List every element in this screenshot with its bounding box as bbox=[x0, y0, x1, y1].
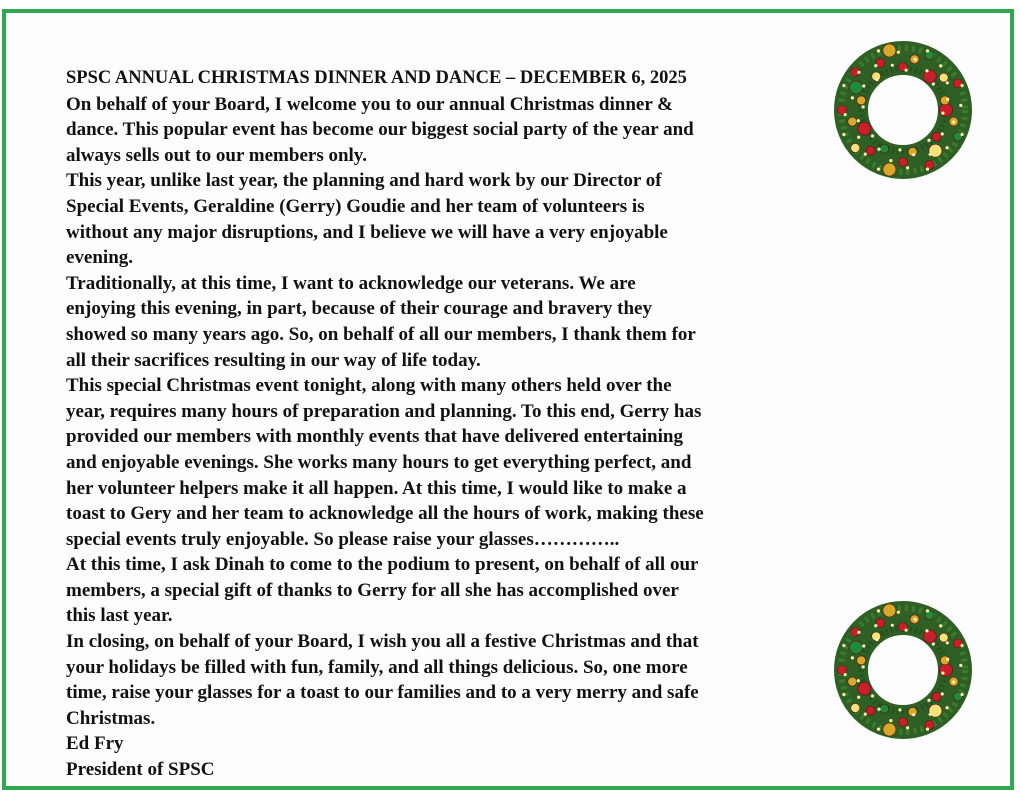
text-line: and enjoyable evenings. She works many hours to get everything perfect, and bbox=[66, 451, 692, 473]
text-line: without any major disruptions, and I believe we will have a very enjoyable bbox=[66, 221, 668, 243]
letter-body bbox=[66, 66, 806, 783]
text-line: At this time, I ask Dinah to come to the podium to present, on behalf of all our bbox=[66, 554, 699, 576]
text-line: Traditionally, at this time, I want to acknowledge our veterans. We are bbox=[66, 272, 636, 294]
text-line: In closing, on behalf of your Board, I wish you all a festive Christmas and that bbox=[66, 631, 699, 653]
signature-name: Ed Fry bbox=[66, 733, 124, 755]
letter-title: SPSC ANNUAL CHRISTMAS DINNER AND DANCE – DECEMBER 6, 2025 bbox=[66, 68, 687, 88]
text-line: Christmas. bbox=[66, 707, 156, 729]
text-line: This year, unlike last year, the planning and hard work by our Director of bbox=[66, 170, 662, 192]
wreath-top-icon bbox=[827, 28, 979, 188]
text-line: this last year. bbox=[66, 605, 173, 627]
text-line: dance. This popular event has become our biggest social party of the year and bbox=[66, 119, 694, 141]
wreath-bottom-icon bbox=[827, 588, 979, 748]
text-line: This special Christmas event tonight, along with many others held over the bbox=[66, 375, 672, 397]
text-line: showed so many years ago. So, on behalf of all our members, I thank them for bbox=[66, 323, 696, 345]
text-line: evening. bbox=[66, 247, 134, 269]
signature-role: President of SPSC bbox=[66, 759, 215, 781]
text-line: provided our members with monthly events that have delivered entertaining bbox=[66, 426, 683, 448]
text-line: Special Events, Geraldine (Gerry) Goudie and her team of volunteers is bbox=[66, 195, 645, 217]
text-line: enjoying this evening, in part, because of their courage and bravery they bbox=[66, 298, 652, 320]
text-line: toast to Gery and her team to acknowledge all the hours of work, making these bbox=[66, 503, 704, 525]
text-line: all their sacrifices resulting in our way of life today. bbox=[66, 349, 481, 371]
text-line: always sells out to our members only. bbox=[66, 144, 368, 166]
text-line: your holidays be filled with fun, family, and all things delicious. So, one more bbox=[66, 656, 688, 678]
text-line: special events truly enjoyable. So please raise your glasses………….. bbox=[66, 528, 620, 550]
text-line: year, requires many hours of preparation and planning. To this end, Gerry has bbox=[66, 400, 702, 422]
text-line: time, raise your glasses for a toast to our families and to a very merry and safe bbox=[66, 682, 699, 704]
text-line: her volunteer helpers make it all happen. At this time, I would like to make a bbox=[66, 477, 687, 499]
text-line: On behalf of your Board, I welcome you to our annual Christmas dinner & bbox=[66, 93, 673, 115]
text-line: members, a special gift of thanks to Gerry for all she has accomplished over bbox=[66, 579, 679, 601]
